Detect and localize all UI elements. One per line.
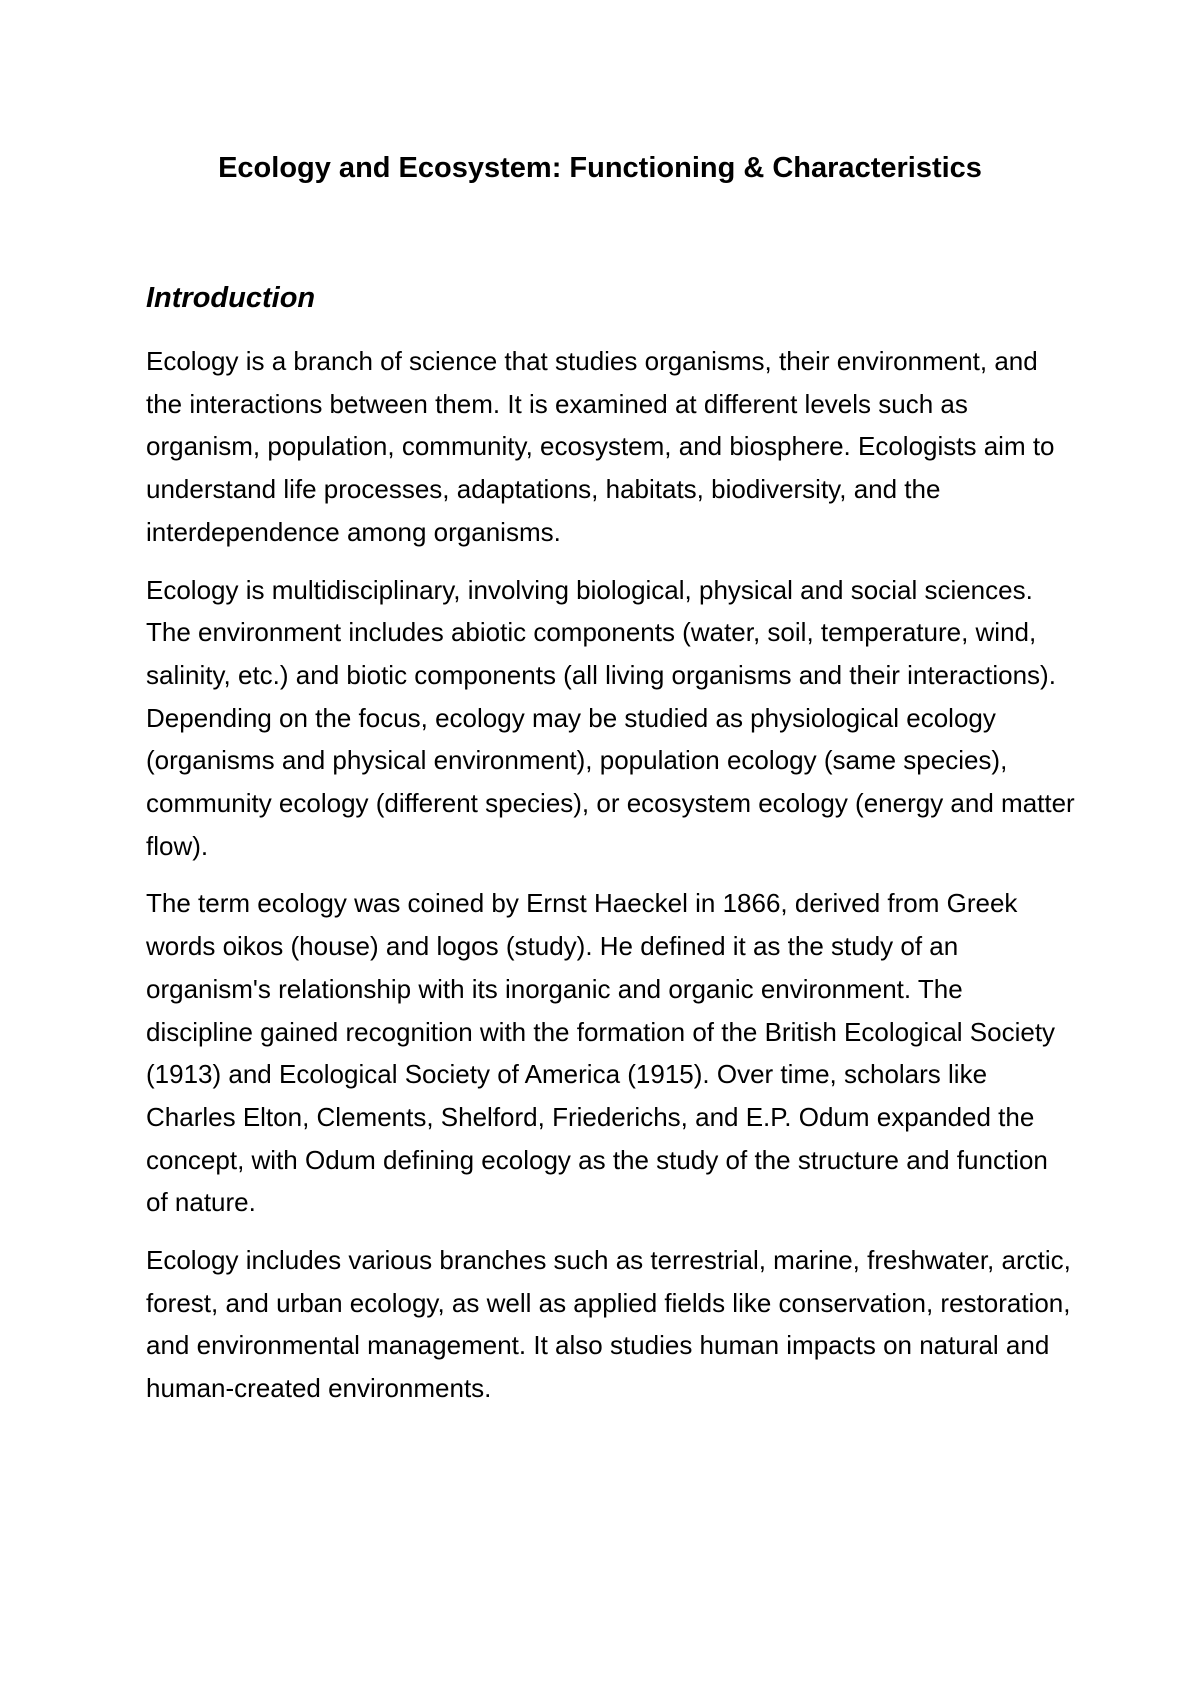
document-title: Ecology and Ecosystem: Functioning & Characteristics [218,152,982,184]
document-body [146,340,1076,1425]
paragraph-definition: Ecology is a branch of science that studies organisms, their environment, and the interactions between them. It is examined at different levels such as organism, population, community, ecosystem, and biosphere. Ecologists aim to understand life processes, adaptations, habitats, biodiversity, and the interdependence among organisms. [146,346,1055,547]
paragraph-history: The term ecology was coined by Ernst Haeckel in 1866, derived from Greek words oikos (house) and logos (study). He defined it as the study of an organism's relationship with its inorganic and organic environment. The discipline gained recognition with the formation of the British Ecological Society (1913) and Ecological Society of America (1915). Over time, scholars like Charles Elton, Clements, Shelford, Friederichs, and E.P. Odum expanded the concept, with Odum defining ecology as the study of the structure and function of nature. [146,888,1056,1218]
paragraph-multidisciplinary: Ecology is multidisciplinary, involving biological, physical and social sciences. The environment includes abiotic components (water, soil, temperature, wind, salinity, etc.) and biotic components (all living organisms and their interactions). Depending on the focus, ecology may be studied as physiological ecology (organisms and physical environment), population ecology (same species), community ecology (different species), or ecosystem ecology (energy and matter flow). [146,574,1075,861]
paragraph-branches: Ecology includes various branches such as terrestrial, marine, freshwater, arctic, forest, and urban ecology, as well as applied fields like conservation, restoration, and environmental management. It also studies human impacts on natural and human-created environments. [146,1245,1071,1404]
section-heading-introduction: Introduction [146,282,316,314]
